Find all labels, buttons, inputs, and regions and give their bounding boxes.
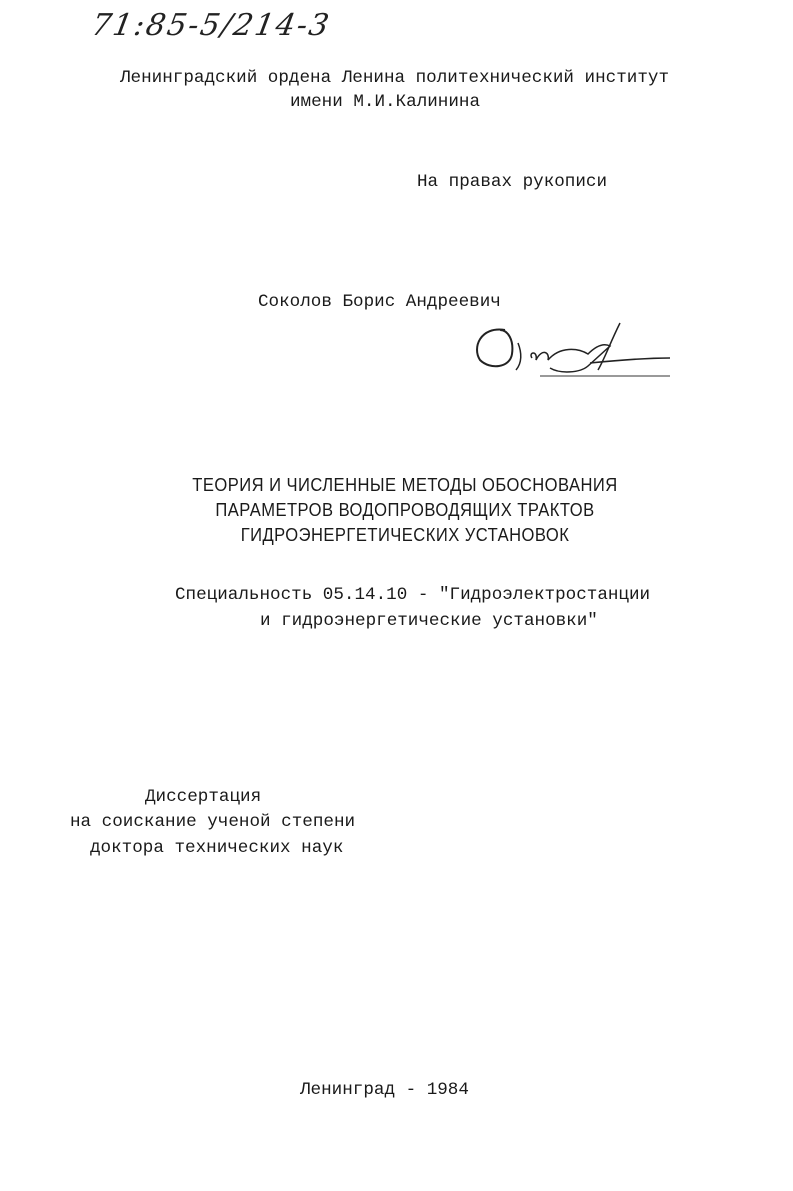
degree-line-2: на соискание ученой степени [70, 812, 356, 832]
dissertation-title-line-2: ПАРАМЕТРОВ ВОДОПРОВОДЯЩИХ ТРАКТОВ [215, 500, 595, 520]
handwritten-catalog-number: 71:85-5/214-3 [88, 8, 334, 43]
signature [470, 318, 680, 388]
institution-line-2: имени М.И.Калинина [290, 92, 481, 112]
dissertation-title-line-3: ГИДРОЭНЕРГЕТИЧЕСКИХ УСТАНОВОК [240, 525, 570, 545]
specialty-line-1: Специальность 05.14.10 - "Гидроэлектростанции [175, 585, 651, 605]
manuscript-note: На правах рукописи [417, 172, 608, 192]
specialty-line-2: и гидроэнергетические установки" [260, 611, 598, 631]
degree-line-1: Диссертация [145, 787, 262, 807]
institution-line-1: Ленинградский ордена Ленина политехнический институт [120, 68, 670, 88]
dissertation-title-line-1: ТЕОРИЯ И ЧИСЛЕННЫЕ МЕТОДЫ ОБОСНОВАНИЯ [192, 475, 618, 495]
degree-line-3: доктора технических наук [90, 838, 344, 858]
place-and-year: Ленинград - 1984 [300, 1080, 469, 1100]
author-name: Соколов Борис Андреевич [258, 292, 501, 312]
